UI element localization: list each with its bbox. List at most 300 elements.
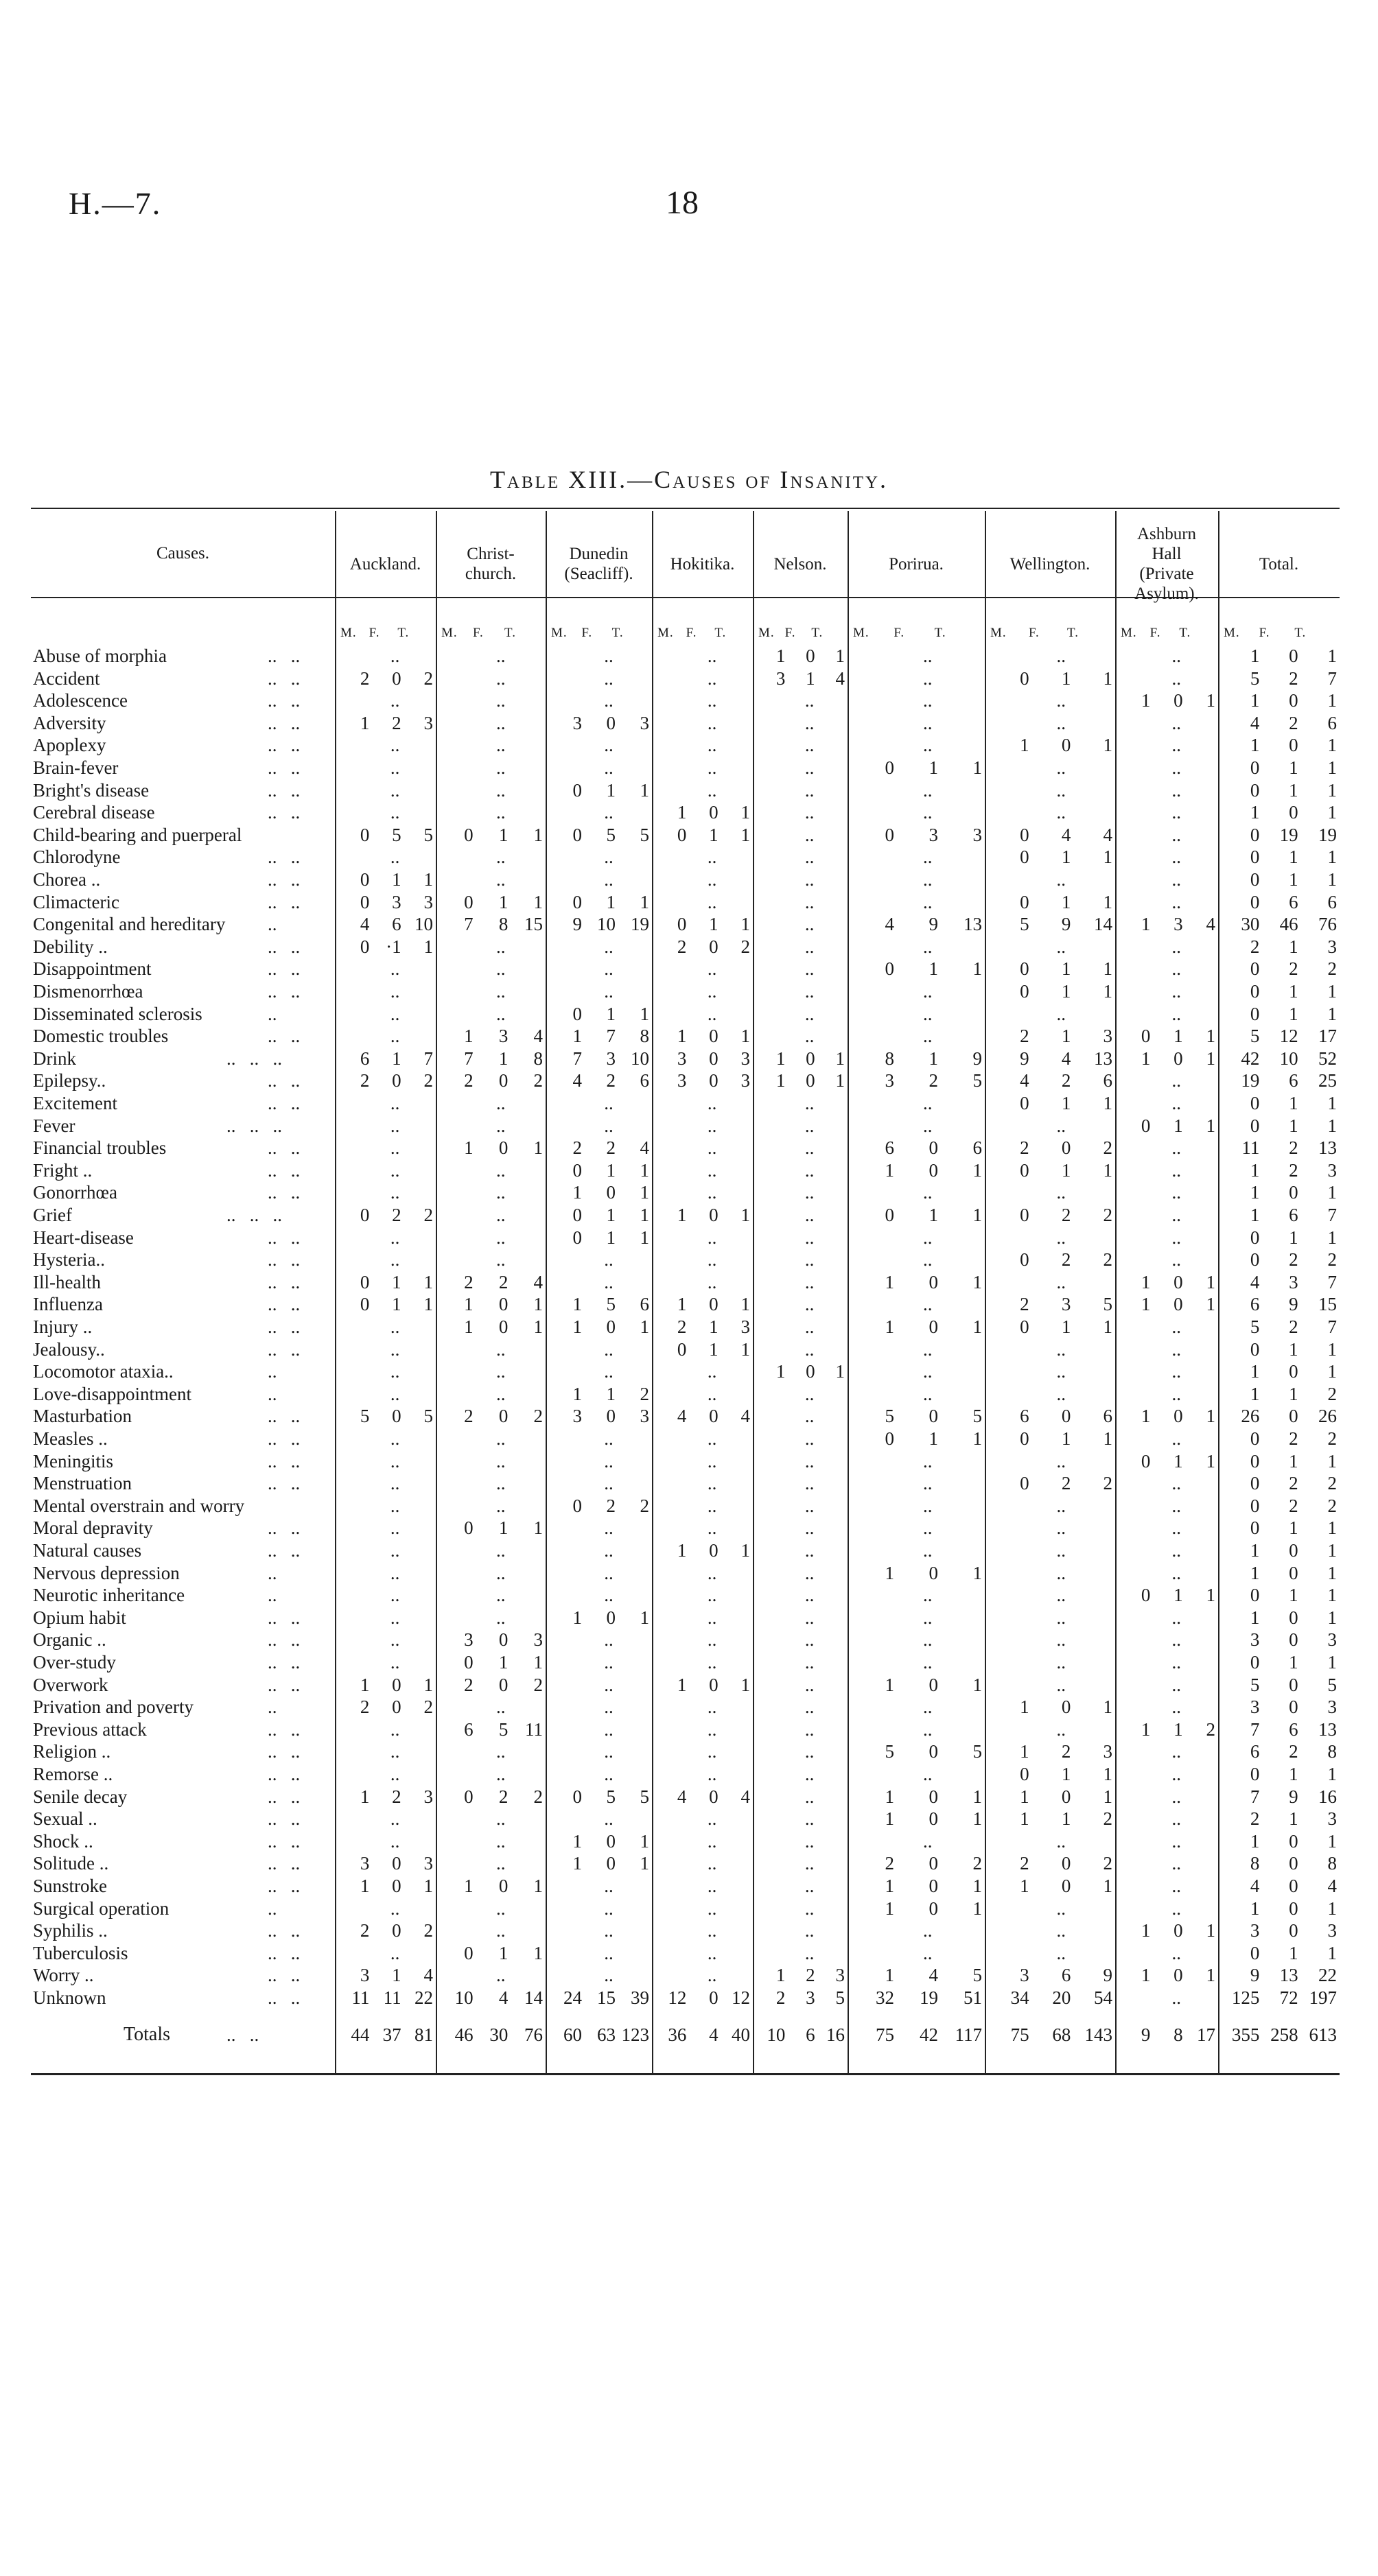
cause-label: Previous attack — [33, 1718, 147, 1740]
cell-auckland: .. — [390, 1607, 400, 1628]
cell-porirua: 1 0 1 — [885, 1674, 982, 1695]
cell-nelson: 10 6 16 — [767, 2024, 845, 2045]
cell-total: 0 1 1 — [1250, 981, 1337, 1002]
cell-nelson: .. — [804, 1316, 815, 1337]
cause-label: Injury .. — [33, 1316, 93, 1337]
cell-christchurch: .. — [496, 1741, 506, 1762]
leader-dots: .. .. — [268, 1338, 301, 1360]
cell-dunedin: .. — [604, 1629, 614, 1651]
cell-ashburn-hall: .. — [1171, 1987, 1181, 2008]
leader-dots: .. .. — [268, 1227, 301, 1248]
cell-wellington: 1 1 2 — [1020, 1808, 1112, 1830]
cell-hokitika: 0 1 1 — [677, 824, 750, 845]
cell-dunedin: .. — [604, 667, 614, 689]
cell-total: 8 0 8 — [1250, 1853, 1337, 1874]
cell-auckland: .. — [390, 1182, 400, 1203]
cause-label: Neurotic inheritance — [33, 1585, 185, 1606]
institution-header: Hokitika. — [670, 554, 735, 574]
cell-nelson: .. — [804, 1473, 815, 1494]
cell-porirua: .. — [923, 690, 933, 711]
leader-dots: .. — [268, 1361, 277, 1382]
cell-wellington: .. — [1056, 1540, 1066, 1561]
cell-nelson: .. — [804, 1205, 815, 1225]
cell-dunedin: .. — [604, 1741, 614, 1762]
cell-wellington: 0 1 1 — [1020, 1764, 1112, 1784]
cell-auckland: .. — [390, 1115, 400, 1136]
cell-auckland: 1 0 1 — [360, 1674, 433, 1695]
subhead-female: F. — [784, 626, 796, 640]
cell-wellington: 75 68 143 — [1010, 2024, 1112, 2045]
cell-nelson: .. — [804, 1718, 815, 1740]
cell-porirua: .. — [923, 1026, 933, 1047]
cell-hokitika: .. — [707, 735, 717, 756]
cell-christchurch: 2 0 2 — [464, 1406, 543, 1427]
subhead-total: T. — [397, 626, 410, 640]
cell-dunedin: 4 2 6 — [572, 1070, 649, 1091]
leader-dots: .. .. — [226, 2024, 259, 2045]
table-row — [0, 1898, 1378, 1919]
cell-christchurch: .. — [496, 667, 506, 689]
leader-dots: .. .. — [268, 1070, 301, 1091]
cell-dunedin: 0 1 1 — [572, 891, 649, 912]
cell-auckland: 1 0 1 — [360, 1876, 433, 1896]
cell-wellington: .. — [1056, 690, 1066, 711]
leader-dots: .. .. — [268, 802, 301, 823]
cell-hokitika: .. — [707, 1495, 717, 1516]
table-row — [0, 1227, 1378, 1249]
cell-dunedin: .. — [604, 802, 614, 823]
totals-label: Totals — [124, 2024, 171, 2045]
cell-christchurch: .. — [496, 1450, 506, 1472]
cell-nelson: .. — [804, 1115, 815, 1136]
cell-nelson: .. — [804, 1898, 815, 1919]
cause-label: Abuse of morphia — [33, 646, 167, 666]
cause-label: Chorea .. — [33, 869, 101, 890]
cell-wellington: .. — [1056, 936, 1066, 957]
cell-porirua: .. — [923, 667, 933, 689]
cause-label: Ill-health — [33, 1271, 101, 1292]
cell-ashburn-hall: .. — [1171, 1182, 1181, 1203]
leader-dots: .. .. — [268, 1764, 301, 1784]
cell-total: 125 72 197 — [1231, 1987, 1337, 2008]
table-row — [0, 1942, 1378, 1964]
cell-porirua: 0 1 1 — [885, 958, 982, 980]
table-row — [0, 801, 1378, 823]
cell-hokitika: 2 1 3 — [677, 1316, 750, 1337]
cell-christchurch: .. — [496, 1003, 506, 1024]
cell-dunedin: 3 0 3 — [572, 712, 649, 733]
cell-total: 0 2 2 — [1250, 1249, 1337, 1271]
leader-dots: .. .. — [268, 757, 301, 778]
cell-hokitika: .. — [707, 1652, 717, 1673]
cell-wellington: 2 3 5 — [1020, 1294, 1112, 1315]
cell-christchurch: .. — [496, 1249, 506, 1271]
cell-total: 1 6 7 — [1250, 1205, 1337, 1225]
leader-dots: .. .. — [268, 667, 301, 689]
cell-christchurch: .. — [496, 1159, 506, 1181]
cell-hokitika: .. — [707, 958, 717, 980]
cell-wellington: .. — [1056, 1607, 1066, 1628]
cell-total: 4 3 7 — [1250, 1271, 1337, 1292]
cell-total: 0 1 1 — [1250, 1652, 1337, 1673]
table-row — [0, 1472, 1378, 1494]
cause-label: Adolescence — [33, 690, 128, 711]
cell-auckland: .. — [390, 1562, 400, 1583]
cell-ashburn-hall: 0 1 1 — [1141, 1115, 1215, 1136]
cell-total: 0 1 1 — [1250, 757, 1337, 778]
cell-porirua: .. — [923, 1473, 933, 1494]
leader-dots: .. .. — [268, 646, 301, 666]
cell-wellington: .. — [1056, 802, 1066, 823]
leader-dots: .. .. — [268, 1718, 301, 1740]
cell-nelson: .. — [804, 847, 815, 868]
cause-label: Masturbation — [33, 1406, 132, 1427]
cell-hokitika: 36 4 40 — [668, 2024, 750, 2045]
table-row — [0, 1964, 1378, 1986]
cell-christchurch: 2 2 4 — [464, 1271, 543, 1292]
cell-ashburn-hall: 0 1 1 — [1141, 1026, 1215, 1047]
cell-auckland: 0 5 5 — [360, 824, 433, 845]
cell-porirua: 0 3 3 — [885, 824, 982, 845]
cell-total: 5 12 17 — [1250, 1026, 1337, 1047]
cell-ashburn-hall: .. — [1171, 1786, 1181, 1807]
cell-hokitika: 3 0 3 — [677, 1070, 750, 1091]
cell-dunedin: 1 0 1 — [572, 1830, 649, 1852]
leader-dots: .. .. — [268, 847, 301, 868]
cell-total: 3 0 3 — [1250, 1697, 1337, 1718]
cell-hokitika: .. — [707, 1965, 717, 1986]
cause-label: Hysteria.. — [33, 1249, 105, 1271]
cell-dunedin: .. — [604, 1965, 614, 1986]
leader-dots: .. — [268, 1383, 277, 1404]
cell-wellington: 6 0 6 — [1020, 1406, 1112, 1427]
table-row — [0, 1629, 1378, 1651]
cell-auckland: 0 ·1 1 — [360, 936, 433, 957]
cell-porirua: .. — [923, 1920, 933, 1941]
cell-hokitika: .. — [707, 1450, 717, 1472]
cell-nelson: .. — [804, 958, 815, 980]
cause-label: Meningitis — [33, 1450, 114, 1472]
cell-wellington: .. — [1056, 1227, 1066, 1248]
cell-total: 4 0 4 — [1250, 1876, 1337, 1896]
subhead-female: F. — [894, 626, 905, 640]
cell-auckland: .. — [390, 1338, 400, 1360]
cell-porirua: 1 0 1 — [885, 1159, 982, 1181]
subhead-total: T. — [934, 626, 946, 640]
cell-dunedin: .. — [604, 1361, 614, 1382]
cell-total: 1 0 1 — [1250, 735, 1337, 756]
cell-christchurch: .. — [496, 1361, 506, 1382]
cause-label: Sunstroke — [33, 1876, 107, 1896]
cell-ashburn-hall: 1 0 1 — [1141, 1406, 1215, 1427]
cell-wellington: .. — [1056, 646, 1066, 666]
cell-ashburn-hall: .. — [1171, 1249, 1181, 1271]
leader-dots: .. .. — [268, 1942, 301, 1963]
cell-total: 26 0 26 — [1241, 1406, 1337, 1427]
institution-header: Nelson. — [773, 554, 827, 574]
cause-label: Brain-fever — [33, 757, 119, 778]
cell-auckland: .. — [390, 1249, 400, 1271]
cell-dunedin: .. — [604, 1115, 614, 1136]
cause-label: Sexual .. — [33, 1808, 97, 1830]
cell-christchurch: .. — [496, 1473, 506, 1494]
cell-nelson: .. — [804, 1697, 815, 1718]
subhead-total: T. — [611, 626, 624, 640]
cell-total: 0 1 1 — [1250, 1338, 1337, 1360]
subhead-male: M. — [758, 626, 775, 640]
cell-total: 42 10 52 — [1241, 1048, 1337, 1069]
cell-nelson: 1 0 1 — [775, 1361, 845, 1382]
cell-ashburn-hall: .. — [1171, 1338, 1181, 1360]
cell-wellington: 0 1 1 — [1020, 1316, 1112, 1337]
cell-christchurch: .. — [496, 1182, 506, 1203]
cell-wellington: 0 1 1 — [1020, 667, 1112, 689]
leader-dots: .. .. — [268, 1741, 301, 1762]
cell-nelson: .. — [804, 1093, 815, 1113]
cell-christchurch: .. — [496, 1093, 506, 1113]
cell-total: 5 2 7 — [1250, 667, 1337, 689]
table-row — [0, 1159, 1378, 1181]
cell-auckland: 3 0 3 — [360, 1853, 433, 1874]
cell-auckland: .. — [390, 1652, 400, 1673]
cell-christchurch: 1 0 1 — [464, 1876, 543, 1896]
cell-wellington: .. — [1056, 1383, 1066, 1404]
cell-porirua: 0 1 1 — [885, 757, 982, 778]
cell-auckland: .. — [390, 1159, 400, 1181]
cell-porirua: .. — [923, 1003, 933, 1024]
cell-dunedin: .. — [604, 757, 614, 778]
cell-nelson: .. — [804, 1629, 815, 1651]
cell-hokitika: 4 0 4 — [677, 1406, 750, 1427]
cell-christchurch: .. — [496, 1764, 506, 1784]
cell-nelson: .. — [804, 1607, 815, 1628]
cell-hokitika: .. — [707, 1629, 717, 1651]
cell-porirua: .. — [923, 779, 933, 801]
table-row — [0, 936, 1378, 958]
table-row — [0, 1003, 1378, 1025]
cell-total: 355 258 613 — [1231, 2024, 1337, 2045]
cause-label: Gonorrhœa — [33, 1182, 117, 1203]
leader-dots: .. .. — [268, 1137, 301, 1159]
cell-total: 1 0 1 — [1250, 1361, 1337, 1382]
cell-hokitika: .. — [707, 690, 717, 711]
cell-porirua: 1 0 1 — [885, 1562, 982, 1583]
cell-auckland: .. — [390, 1942, 400, 1963]
cell-christchurch: .. — [496, 1898, 506, 1919]
cell-ashburn-hall: .. — [1171, 1697, 1181, 1718]
cell-auckland: .. — [390, 1093, 400, 1113]
cell-hokitika: .. — [707, 1853, 717, 1874]
leader-dots: .. .. — [268, 891, 301, 912]
cell-wellington: 1 0 1 — [1020, 1697, 1112, 1718]
cell-porirua: .. — [923, 1361, 933, 1382]
cell-auckland: .. — [390, 1428, 400, 1449]
subhead-male: M. — [1224, 626, 1240, 640]
cell-auckland: 4 6 10 — [360, 914, 433, 935]
cell-dunedin: 2 2 4 — [572, 1137, 649, 1159]
cell-nelson: .. — [804, 1853, 815, 1874]
cell-wellington: 0 2 2 — [1020, 1473, 1112, 1494]
table-row — [0, 1495, 1378, 1517]
table-row — [0, 1830, 1378, 1852]
table-row — [0, 1696, 1378, 1718]
leader-dots: .. .. — [268, 1271, 301, 1292]
cell-dunedin: .. — [604, 1540, 614, 1561]
cell-dunedin: .. — [604, 1898, 614, 1919]
cause-label: Dismenorrhœa — [33, 981, 143, 1002]
table-row — [0, 1092, 1378, 1114]
leader-dots: .. — [268, 1898, 277, 1919]
cell-total: 1 0 1 — [1250, 1898, 1337, 1919]
table-row — [0, 1293, 1378, 1315]
cell-wellington: .. — [1056, 779, 1066, 801]
table-bottom-rule — [31, 2073, 1340, 2075]
cause-label: Worry .. — [33, 1965, 94, 1986]
cell-hokitika: 4 0 4 — [677, 1786, 750, 1807]
cell-nelson: .. — [804, 914, 815, 935]
cell-porirua: 0 1 1 — [885, 1428, 982, 1449]
cell-wellington: .. — [1056, 1517, 1066, 1539]
cell-hokitika: 1 0 1 — [677, 1540, 750, 1561]
subhead-total: T. — [1067, 626, 1079, 640]
cell-ashburn-hall: .. — [1171, 1517, 1181, 1539]
leader-dots: .. .. — [268, 869, 301, 890]
cell-total: 7 6 13 — [1250, 1718, 1337, 1740]
leader-dots: .. .. — [268, 1249, 301, 1271]
cell-ashburn-hall: .. — [1171, 936, 1181, 957]
subhead-female: F. — [473, 626, 484, 640]
cell-auckland: 0 1 1 — [360, 869, 433, 890]
cell-christchurch: .. — [496, 847, 506, 868]
cell-dunedin: .. — [604, 1249, 614, 1271]
cell-ashburn-hall: .. — [1171, 958, 1181, 980]
cell-porirua: 5 0 5 — [885, 1406, 982, 1427]
leader-dots: .. .. — [268, 1965, 301, 1986]
table-top-rule — [31, 508, 1340, 509]
cell-auckland: .. — [390, 1741, 400, 1762]
table-row — [0, 1562, 1378, 1584]
cell-wellington: 2 1 3 — [1020, 1026, 1112, 1047]
cell-wellington: 1 0 1 — [1020, 1876, 1112, 1896]
subhead-female: F. — [686, 626, 697, 640]
leader-dots: .. — [268, 1562, 277, 1583]
cell-auckland: .. — [390, 1495, 400, 1516]
cell-christchurch: .. — [496, 1607, 506, 1628]
cell-ashburn-hall: .. — [1171, 1361, 1181, 1382]
cell-auckland: 2 0 2 — [360, 1920, 433, 1941]
leader-dots: .. .. — [268, 735, 301, 756]
table-row — [0, 1271, 1378, 1293]
cell-nelson: .. — [804, 690, 815, 711]
cell-dunedin: 9 10 19 — [572, 914, 649, 935]
cell-ashburn-hall: 0 1 1 — [1141, 1450, 1215, 1472]
leader-dots: .. .. — [268, 1473, 301, 1494]
subhead-total: T. — [1294, 626, 1307, 640]
cell-nelson: 1 0 1 — [775, 646, 845, 666]
cell-total: 0 1 1 — [1250, 1093, 1337, 1113]
institution-header: Ashburn Hall (Private Asylum). — [1134, 525, 1199, 603]
table-row — [0, 913, 1378, 935]
institution-header: Christ- church. — [465, 545, 517, 583]
cell-nelson: 1 0 1 — [775, 1048, 845, 1069]
cell-christchurch: .. — [496, 869, 506, 890]
cell-total: 0 1 1 — [1250, 1003, 1337, 1024]
cell-dunedin: 1 7 8 — [572, 1026, 649, 1047]
leader-dots: .. — [268, 914, 277, 935]
leader-dots: .. .. — [268, 958, 301, 980]
cell-porirua: 8 1 9 — [885, 1048, 982, 1069]
table-row — [0, 734, 1378, 756]
cell-auckland: 5 0 5 — [360, 1406, 433, 1427]
subhead-female: F. — [1149, 626, 1161, 640]
cause-label: Drink — [33, 1048, 76, 1069]
cell-porirua: 1 0 1 — [885, 1786, 982, 1807]
cell-ashburn-hall: .. — [1171, 1562, 1181, 1583]
cell-christchurch: .. — [496, 1965, 506, 1986]
cause-label: Remorse .. — [33, 1764, 113, 1784]
cell-dunedin: .. — [604, 1942, 614, 1963]
cell-total: 0 1 1 — [1250, 1450, 1337, 1472]
cell-wellington: 0 4 4 — [1020, 824, 1112, 845]
cell-ashburn-hall: .. — [1171, 1629, 1181, 1651]
table-row — [0, 1450, 1378, 1472]
cell-dunedin: .. — [604, 735, 614, 756]
table-row — [0, 689, 1378, 711]
cell-dunedin: .. — [604, 1473, 614, 1494]
table-row — [0, 1763, 1378, 1785]
cell-ashburn-hall: .. — [1171, 1070, 1181, 1091]
cell-ashburn-hall: .. — [1171, 1428, 1181, 1449]
cell-nelson: .. — [804, 1137, 815, 1159]
cell-wellington: .. — [1056, 1562, 1066, 1583]
cell-porirua: .. — [923, 1517, 933, 1539]
cause-label: Religion .. — [33, 1741, 111, 1762]
cell-wellington: 0 1 1 — [1020, 1428, 1112, 1449]
cause-label: Domestic troubles — [33, 1026, 169, 1047]
cell-ashburn-hall: 1 0 1 — [1141, 1294, 1215, 1315]
cell-hokitika: .. — [707, 847, 717, 868]
cell-wellington: .. — [1056, 869, 1066, 890]
cell-dunedin: .. — [604, 690, 614, 711]
cell-wellington: 9 4 13 — [1020, 1048, 1112, 1069]
subhead-female: F. — [369, 626, 380, 640]
cell-hokitika: .. — [707, 1159, 717, 1181]
cell-wellington: .. — [1056, 1450, 1066, 1472]
cell-total: 0 2 2 — [1250, 1428, 1337, 1449]
leader-dots: .. .. — [268, 1853, 301, 1874]
cell-hokitika: .. — [707, 1227, 717, 1248]
cell-christchurch: .. — [496, 757, 506, 778]
cell-wellington: 0 1 1 — [1020, 1159, 1112, 1181]
cell-ashburn-hall: 1 0 1 — [1141, 1048, 1215, 1069]
cell-christchurch: .. — [496, 1830, 506, 1852]
table-row — [0, 1718, 1378, 1740]
cell-ashburn-hall: .. — [1171, 1942, 1181, 1963]
cell-hokitika: .. — [707, 1942, 717, 1963]
cell-hokitika: .. — [707, 712, 717, 733]
cell-nelson: .. — [804, 869, 815, 890]
cell-ashburn-hall: .. — [1171, 646, 1181, 666]
leader-dots: .. .. — [268, 1674, 301, 1695]
cell-christchurch: 1 0 1 — [464, 1294, 543, 1315]
cell-total: 0 1 1 — [1250, 1942, 1337, 1963]
cell-wellington: 0 1 1 — [1020, 891, 1112, 912]
cell-dunedin: .. — [604, 958, 614, 980]
cell-wellington: .. — [1056, 1495, 1066, 1516]
cell-total: 0 1 1 — [1250, 1115, 1337, 1136]
cell-wellington: .. — [1056, 1942, 1066, 1963]
leader-dots: .. .. — [268, 690, 301, 711]
